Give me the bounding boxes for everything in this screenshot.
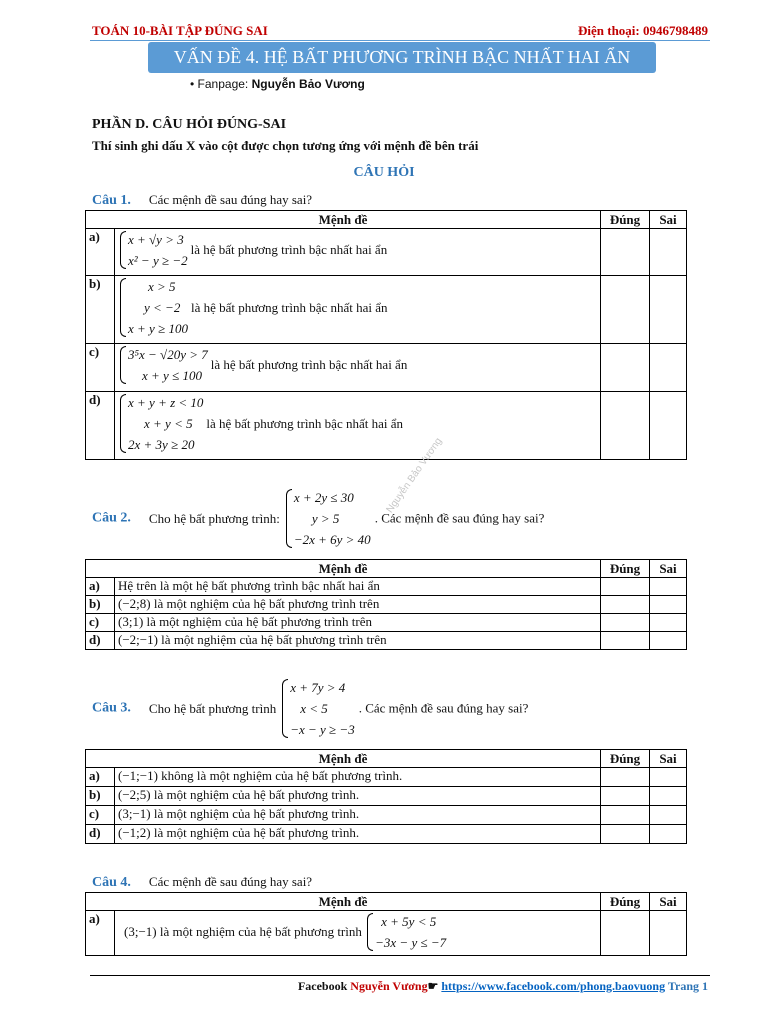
true-answer-cell[interactable] (601, 344, 650, 392)
row-statement (115, 276, 601, 344)
header-statement: Mệnh đề (86, 750, 601, 768)
inequality: x + y < 5 (144, 416, 193, 431)
false-answer-cell[interactable] (650, 276, 687, 344)
header-true: Đúng (601, 893, 650, 911)
question-2-suffix: . Các mệnh đề sau đúng hay sai? (374, 510, 545, 526)
false-answer-cell[interactable] (650, 768, 687, 787)
question-1-text: Các mệnh đề sau đúng hay sai? (148, 192, 313, 207)
questions-caption: CÂU HỎI (353, 165, 415, 180)
question-3-prefix: Cho hệ bất phương trình (148, 700, 277, 716)
inequality: 3⁵x − √20y > 7 (128, 347, 208, 362)
inequality-system (280, 677, 355, 740)
table-header-row (86, 750, 687, 768)
true-answer-cell[interactable] (601, 768, 650, 787)
header-true: Đúng (601, 750, 650, 768)
inequality: x + 2y ≤ 30 (293, 490, 354, 505)
header-statement: Mệnh đề (86, 211, 601, 229)
row-statement (115, 911, 601, 956)
row-statement: (−1;2) là một nghiệm của hệ bất phương trình. (115, 825, 601, 844)
header-false: Sai (650, 750, 687, 768)
inequality: x + y ≥ 100 (128, 321, 188, 336)
true-answer-cell[interactable] (601, 632, 650, 650)
row-statement: (−2;5) là một nghiệm của hệ bất phương trình. (115, 787, 601, 806)
footer (298, 979, 708, 994)
statement-text: là hệ bất phương trình bậc nhất hai ẩn (190, 242, 388, 257)
inequality-system (118, 392, 203, 455)
statement-text: là hệ bất phương trình bậc nhất hai ẩn (206, 415, 404, 431)
header-left (92, 23, 268, 39)
instruction: Thí sinh ghi dấu X vào cột được chọn tương ứng với mệnh đề bên trái (92, 138, 479, 153)
true-answer-cell[interactable] (601, 825, 650, 844)
table-header-row (86, 560, 687, 578)
question-2-heading (92, 487, 544, 550)
inequality: x² − y ≥ −2 (128, 253, 188, 268)
inequality-system (118, 344, 208, 386)
row-statement: (−2;8) là một nghiệm của hệ bất phương trình trên (115, 596, 601, 614)
footer-page-number: 1 (702, 979, 708, 993)
inequality: x > 5 (148, 279, 176, 294)
question-2-table (85, 559, 687, 650)
header-true: Đúng (601, 560, 650, 578)
false-answer-cell[interactable] (650, 578, 687, 596)
false-answer-cell[interactable] (650, 614, 687, 632)
question-3-label: Câu 3. (92, 700, 131, 716)
header-statement: Mệnh đề (86, 893, 601, 911)
row-statement: (3;−1) là một nghiệm của hệ bất phương trình. (115, 806, 601, 825)
true-answer-cell[interactable] (601, 911, 650, 956)
fanpage-label: Fanpage: (197, 77, 249, 91)
question-4-label: Câu 4. (92, 875, 131, 890)
header-false: Sai (650, 893, 687, 911)
question-4-table (85, 892, 687, 956)
inequality-system (118, 229, 188, 271)
statement-text: là hệ bất phương trình bậc nhất hai ẩn (210, 357, 408, 372)
footer-author: Nguyễn Vương (350, 979, 428, 993)
inequality: x + y ≤ 100 (142, 368, 202, 383)
inequality-system (365, 911, 446, 953)
fanpage-line (190, 77, 365, 91)
inequality: 2x + 3y ≥ 20 (128, 437, 195, 452)
header-phone: Điện thoại: 0946798489 (578, 23, 708, 38)
statement-text: là hệ bất phương trình bậc nhất hai ẩn (190, 299, 388, 315)
row-label: d) (86, 392, 115, 460)
fanpage-name: Nguyễn Bảo Vương (251, 77, 365, 91)
question-3-table (85, 749, 687, 844)
inequality: −2x + 6y > 40 (293, 532, 371, 547)
header-divider (90, 40, 710, 41)
row-label: d) (86, 825, 115, 844)
inequality: y > 5 (311, 511, 340, 526)
footer-page-label: Trang (667, 979, 699, 993)
table-header-row (86, 893, 687, 911)
true-answer-cell[interactable] (601, 229, 650, 276)
inequality: x + 7y > 4 (290, 680, 346, 695)
question-4-heading (92, 873, 312, 891)
true-answer-cell[interactable] (601, 578, 650, 596)
row-label: a) (86, 911, 115, 956)
false-answer-cell[interactable] (650, 825, 687, 844)
true-answer-cell[interactable] (601, 614, 650, 632)
table-row (86, 632, 687, 650)
row-statement: Hệ trên là một hệ bất phương trình bậc nhất hai ẩn (115, 578, 601, 596)
inequality: x + y + z < 10 (128, 395, 204, 410)
pointing-hand-icon: ☛ (427, 979, 439, 993)
row-label: b) (86, 276, 115, 344)
header-false: Sai (650, 211, 687, 229)
footer-facebook-label: Facebook (297, 979, 348, 993)
table-header-row (86, 211, 687, 229)
table-row (86, 806, 687, 825)
inequality: x + 5y < 5 (381, 914, 437, 929)
false-answer-cell[interactable] (650, 392, 687, 460)
table-row (86, 768, 687, 787)
false-answer-cell[interactable] (650, 911, 687, 956)
false-answer-cell[interactable] (650, 806, 687, 825)
header-true: Đúng (601, 211, 650, 229)
table-row (86, 825, 687, 844)
question-3-heading (92, 677, 528, 740)
true-answer-cell[interactable] (601, 276, 650, 344)
header-false: Sai (650, 560, 687, 578)
question-2-label: Câu 2. (92, 510, 131, 526)
false-answer-cell[interactable] (650, 344, 687, 392)
table-row (86, 578, 687, 596)
section-title: PHẦN D. CÂU HỎI ĐÚNG-SAI (92, 117, 287, 132)
row-label: b) (86, 787, 115, 806)
footer-divider (90, 975, 710, 976)
false-answer-cell[interactable] (650, 229, 687, 276)
false-answer-cell[interactable] (650, 787, 687, 806)
false-answer-cell[interactable] (650, 596, 687, 614)
false-answer-cell[interactable] (650, 632, 687, 650)
bullet: • (190, 77, 195, 91)
question-1-heading (92, 191, 312, 209)
row-label: b) (86, 596, 115, 614)
row-statement: (−1;−1) không là một nghiệm của hệ bất phương trình. (115, 768, 601, 787)
row-label: a) (86, 229, 115, 276)
table-row (86, 614, 687, 632)
row-label: a) (86, 768, 115, 787)
true-answer-cell[interactable] (601, 787, 650, 806)
question-4-text: Các mệnh đề sau đúng hay sai? (148, 874, 313, 889)
inequality: −3x − y ≤ −7 (375, 935, 447, 950)
header-topic: BÀI TẬP ĐÚNG SAI (149, 23, 268, 38)
question-3-suffix: . Các mệnh đề sau đúng hay sai? (358, 700, 529, 716)
question-2-prefix: Cho hệ bất phương trình: (148, 510, 280, 526)
header-statement: Mệnh đề (86, 560, 601, 578)
row-label: c) (86, 806, 115, 825)
row-label: c) (86, 344, 115, 392)
row-statement (115, 392, 601, 460)
inequality: x + √y > 3 (128, 232, 184, 247)
table-row (86, 596, 687, 614)
footer-facebook-link[interactable]: https://www.facebook.com/phong.baovuong (441, 979, 666, 993)
chapter-banner: VẤN ĐỀ 4. HỆ BẤT PHƯƠNG TRÌNH BẬC NHẤT HAI ẨN (148, 42, 656, 73)
true-answer-cell[interactable] (601, 806, 650, 825)
question-1-label: Câu 1. (92, 193, 131, 208)
row-statement: (−2;−1) là một nghiệm của hệ bất phương trình trên (115, 632, 601, 650)
watermark: Nguyễn Bảo Vương (384, 435, 445, 516)
question-1-table (85, 210, 687, 460)
table-row (86, 392, 687, 460)
table-row (86, 787, 687, 806)
table-row (86, 229, 687, 276)
table-row (86, 276, 687, 344)
row-statement (115, 344, 601, 392)
table-row (86, 911, 687, 956)
inequality: x < 5 (300, 701, 328, 716)
row-statement (115, 229, 601, 276)
statement-text: (3;−1) là một nghiệm của hệ bất phương trình (124, 924, 362, 939)
row-label: c) (86, 614, 115, 632)
row-statement: (3;1) là một nghiệm của hệ bất phương trình trên (115, 614, 601, 632)
inequality-system (118, 276, 188, 339)
true-answer-cell[interactable] (601, 392, 650, 460)
row-label: a) (86, 578, 115, 596)
inequality: −x − y ≥ −3 (290, 722, 355, 737)
row-label: d) (86, 632, 115, 650)
header-subject: TOÁN 10- (92, 23, 150, 38)
table-row (86, 344, 687, 392)
inequality-system (284, 487, 371, 550)
inequality: y < −2 (144, 300, 181, 315)
true-answer-cell[interactable] (601, 596, 650, 614)
